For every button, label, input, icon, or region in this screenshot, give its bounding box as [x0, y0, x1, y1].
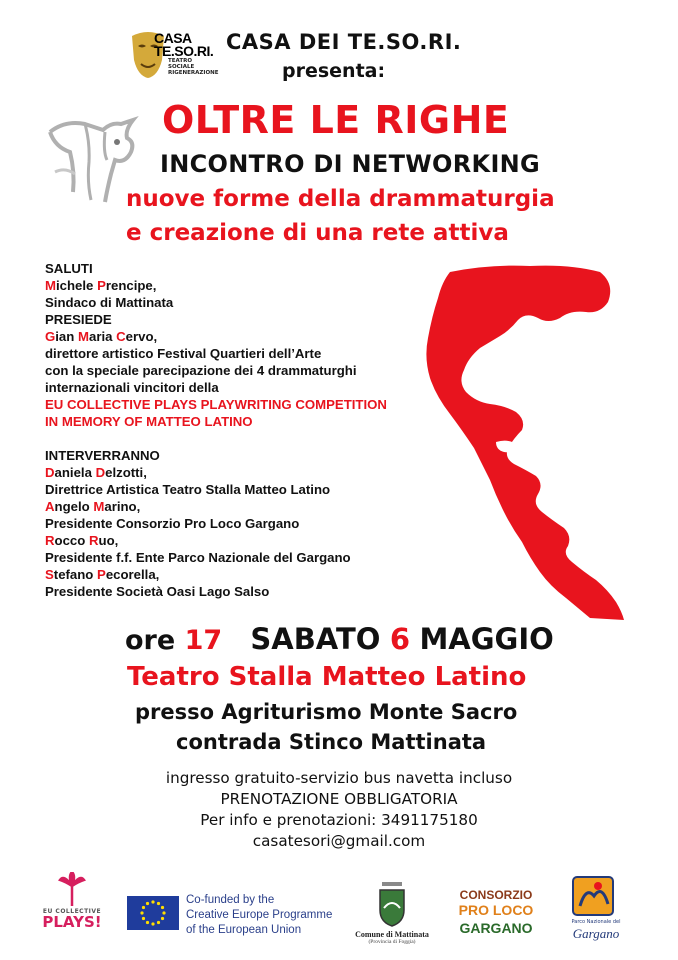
speaker-role: Direttrice Artistica Teatro Stalla Matteo Latino	[45, 482, 331, 497]
name-part: ecorella,	[105, 567, 160, 582]
casa-logo-sub-1: TEATRO	[168, 58, 193, 64]
flower-icon	[56, 872, 88, 906]
casa-logo-line1: CASA	[154, 30, 192, 46]
name-part: elzotti,	[105, 465, 147, 480]
presiede-heading: PRESIEDE	[45, 312, 112, 327]
booking-email[interactable]: casatesori@gmail.com	[252, 832, 426, 850]
parco-small-label: Parco Nazionale del	[571, 919, 621, 925]
parco-emblem-icon	[572, 876, 614, 916]
plays-big-label: PLAYS!	[42, 913, 102, 931]
initial: M	[77, 329, 89, 344]
ore-label: ore	[125, 625, 176, 656]
consorzio-word-3: GARGANO	[459, 920, 533, 936]
competition-line-1: EU COLLECTIVE PLAYS PLAYWRITING COMPETITION	[45, 397, 387, 412]
participation-line-1: con la speciale parecipazione dei 4 drammaturghi	[45, 363, 357, 378]
event-subtitle: INCONTRO DI NETWORKING	[160, 150, 541, 178]
name-part: ervo,	[125, 329, 158, 344]
initial: C	[116, 329, 126, 344]
comune-mattinata-logo	[352, 878, 432, 948]
initial: M	[45, 278, 56, 293]
name-part: arino,	[104, 499, 141, 514]
name-part: aria	[88, 329, 117, 344]
competition-line-2: IN MEMORY OF MATTEO LATINO	[45, 414, 253, 429]
comune-name: Comune di Mattinata	[355, 930, 429, 939]
eu-star	[142, 906, 145, 909]
program-block	[45, 260, 387, 600]
booking-line-3: Per info e prenotazioni: 3491175180	[200, 811, 478, 829]
speaker-name	[45, 498, 387, 515]
event-date: 6	[389, 622, 411, 656]
speaker-name	[45, 566, 387, 583]
saluti-heading: SALUTI	[45, 261, 93, 276]
event-month: MAGGIO	[419, 622, 554, 656]
eu-star	[157, 902, 160, 905]
presiede-role: direttore artistico Festival Quartieri dell’Arte	[45, 346, 322, 361]
eu-star	[140, 911, 143, 914]
name-part: ian	[55, 329, 78, 344]
venue-name: Teatro Stalla Matteo Latino	[127, 662, 527, 692]
initial: P	[97, 567, 106, 582]
saluti-role: Sindaco di Mattinata	[45, 295, 174, 310]
event-hour: 17	[184, 625, 223, 656]
participation-line-2: internazionali vincitori della	[45, 380, 219, 395]
event-tagline-1: nuove forme della drammaturgia	[126, 186, 555, 212]
eu-star	[161, 917, 164, 920]
casa-logo-sub-3: RIGENERAZIONE	[168, 70, 219, 76]
event-day: SABATO	[250, 622, 381, 656]
eu-line-3: of the European Union	[186, 924, 302, 936]
initial: G	[45, 329, 56, 344]
casa-logo-sub-2: SOCIALE	[168, 64, 195, 70]
initial: D	[95, 465, 106, 480]
plays-small-label: EU COLLECTIVE	[42, 908, 102, 915]
name-part: tefano	[53, 567, 98, 582]
eu-flag-icon	[127, 896, 179, 930]
name-part: occo	[54, 533, 89, 548]
eu-stars	[127, 896, 179, 930]
initial: R	[45, 533, 55, 548]
eu-star	[157, 921, 160, 924]
booking-line-2: PRENOTAZIONE OBBLIGATORIA	[220, 790, 458, 808]
plays-text	[42, 908, 102, 930]
organizer-name: CASA DEI TE.SO.RI.	[226, 30, 462, 54]
event-datetime	[125, 622, 554, 656]
consorzio-pro-loco-gargano-logo	[456, 883, 536, 937]
speaker-role: Presidente Consorzio Pro Loco Gargano	[45, 516, 300, 531]
initial: S	[45, 567, 54, 582]
speaker-name	[45, 464, 387, 481]
initial: R	[88, 533, 99, 548]
eu-line-2: Creative Europe Programme	[186, 909, 333, 921]
venue-address-2: contrada Stinco Mattinata	[176, 730, 487, 754]
consorzio-word-1: CONSORZIO	[459, 888, 533, 902]
speaker-name	[45, 532, 387, 549]
coat-of-arms-icon	[376, 878, 408, 928]
saluti-name	[45, 277, 387, 294]
venue-address-1: presso Agriturismo Monte Sacro	[135, 700, 518, 724]
presiede-name	[45, 328, 387, 345]
eu-star	[162, 911, 165, 914]
event-tagline-2: e creazione di una rete attiva	[126, 220, 509, 246]
speaker-list	[45, 464, 387, 600]
initial: D	[45, 465, 55, 480]
eu-star	[146, 921, 149, 924]
interverranno-heading: INTERVERRANNO	[45, 448, 160, 463]
eu-star	[146, 902, 149, 905]
speaker-role: Presidente f.f. Ente Parco Nazionale del Gargano	[45, 550, 351, 565]
consorzio-word-2: PRO LOCO	[458, 902, 534, 918]
eu-collective-plays-logo	[42, 872, 102, 942]
casa-logo-sub	[168, 58, 228, 76]
eu-star	[142, 917, 145, 920]
booking-info	[0, 768, 678, 852]
casa-tesori-logo	[128, 30, 219, 82]
eu-star	[161, 906, 164, 909]
eu-line-1: Co-funded by the	[186, 894, 275, 906]
parco-name: Gargano	[572, 926, 620, 941]
name-part: ngelo	[54, 499, 94, 514]
parco-gargano-logo	[566, 876, 621, 946]
eu-funding-text	[186, 893, 332, 938]
casa-logo-line2: TE.SO.RI.	[154, 43, 214, 59]
initial: P	[97, 278, 106, 293]
name-part: uo,	[98, 533, 119, 548]
name-part: aniela	[54, 465, 96, 480]
speaker-role: Presidente Società Oasi Lago Salso	[45, 584, 270, 599]
booking-line-1: ingresso gratuito-servizio bus navetta incluso	[165, 769, 513, 787]
name-part: ichele	[56, 278, 98, 293]
comune-sub: (Provincia di Foggia)	[368, 939, 416, 945]
eu-star	[151, 900, 154, 903]
event-title: OLTRE LE RIGHE	[162, 98, 510, 142]
initial: M	[93, 499, 105, 514]
name-part: rencipe,	[105, 278, 157, 293]
initial: A	[45, 499, 55, 514]
presenta-text: presenta:	[282, 60, 386, 82]
casa-logo-name	[154, 32, 213, 58]
eu-star	[151, 922, 154, 925]
gargano-map-icon	[410, 262, 630, 622]
